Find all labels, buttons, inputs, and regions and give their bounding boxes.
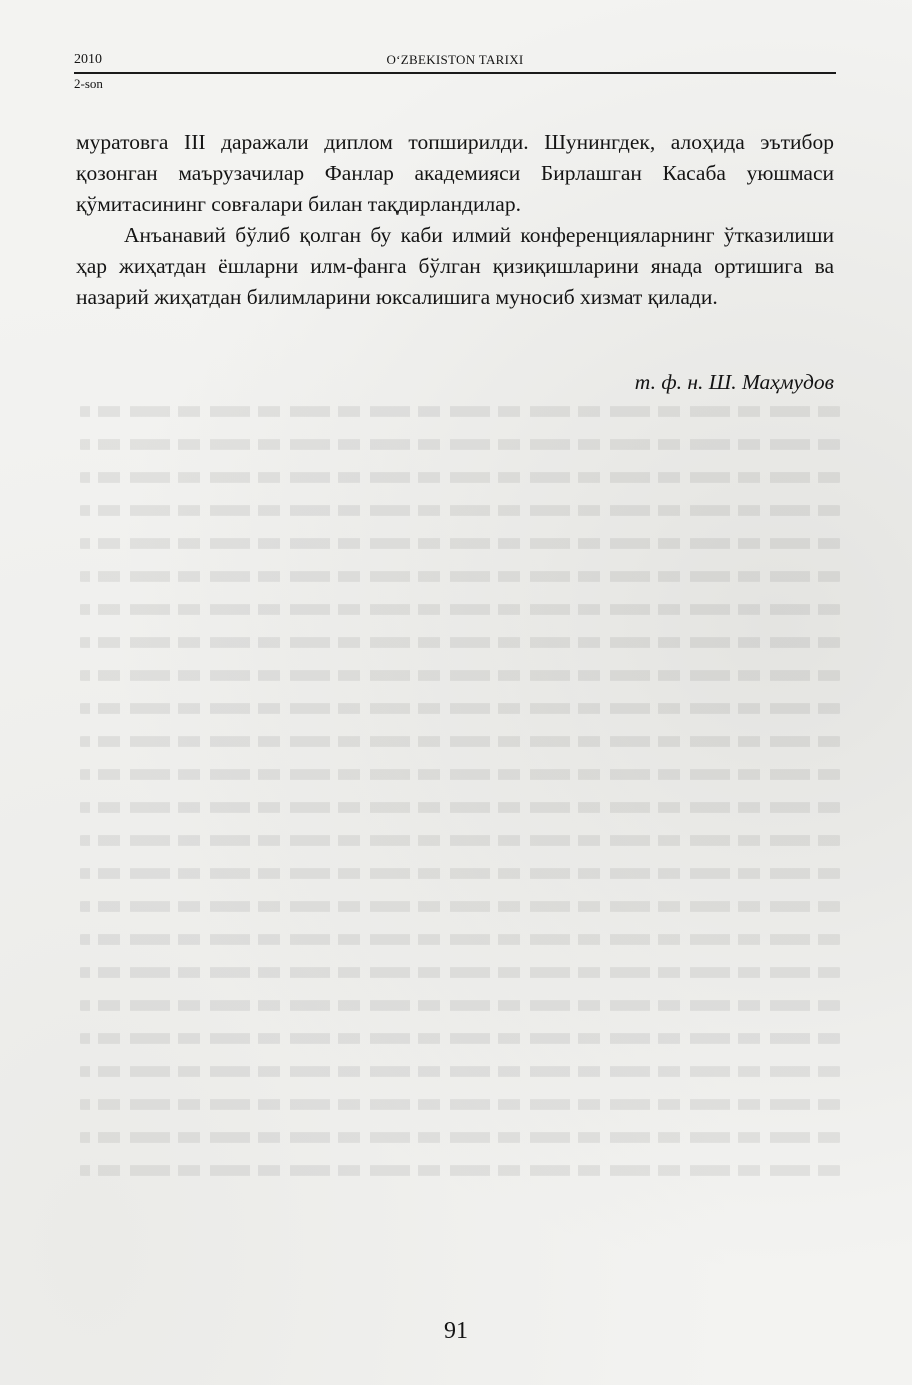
header-year: 2010 <box>74 52 102 67</box>
bleed-line <box>80 901 840 912</box>
bleed-line <box>80 1000 840 1011</box>
bleed-line <box>80 934 840 945</box>
bleed-line <box>80 736 840 747</box>
bleed-line <box>80 406 840 417</box>
bleed-line <box>80 1132 840 1143</box>
bleed-line <box>80 1033 840 1044</box>
bleed-line <box>80 538 840 549</box>
paragraph-2: Анъанавий бўлиб қолган бу каби илмий конференцияларнинг ўтказилиши ҳар жиҳатдан ёшларни илм-фанга бўлган қизиқишларини янада ортишига ва назарий жиҳатдан билимларини юксалишига муносиб хизмат қилади. <box>76 223 834 309</box>
bleed-line <box>80 571 840 582</box>
bleed-line <box>80 868 840 879</box>
header-rule <box>74 72 836 74</box>
running-header <box>74 48 836 78</box>
author-signature: т. ф. н. Ш. Маҳмудов <box>634 370 834 394</box>
bleed-line <box>80 1099 840 1110</box>
bleed-line <box>80 604 840 615</box>
paragraph-1: муратовга III даражали диплом топширилди. Шунингдек, алоҳида эътибор қозонган маърузачилар Фанлар академияси Бирлашган Касаба уюшмаси қўмитасининг совғалари билан тақдирландилар. <box>76 130 834 216</box>
bleed-line <box>80 769 840 780</box>
page-number: 91 <box>444 1318 468 1344</box>
bleed-line <box>80 703 840 714</box>
bleed-line <box>80 670 840 681</box>
bleed-line <box>80 472 840 483</box>
bleed-line <box>80 1165 840 1176</box>
article-body <box>76 127 834 313</box>
reverse-side-bleed-through <box>80 396 840 1188</box>
bleed-line <box>80 439 840 450</box>
bleed-line <box>80 802 840 813</box>
bleed-line <box>80 1066 840 1077</box>
bleed-line <box>80 505 840 516</box>
header-issue: 2-son <box>74 76 103 91</box>
bleed-line <box>80 835 840 846</box>
bleed-line <box>80 967 840 978</box>
journal-title: O‘ZBEKISTON TARIXI <box>386 52 524 67</box>
bleed-line <box>80 637 840 648</box>
